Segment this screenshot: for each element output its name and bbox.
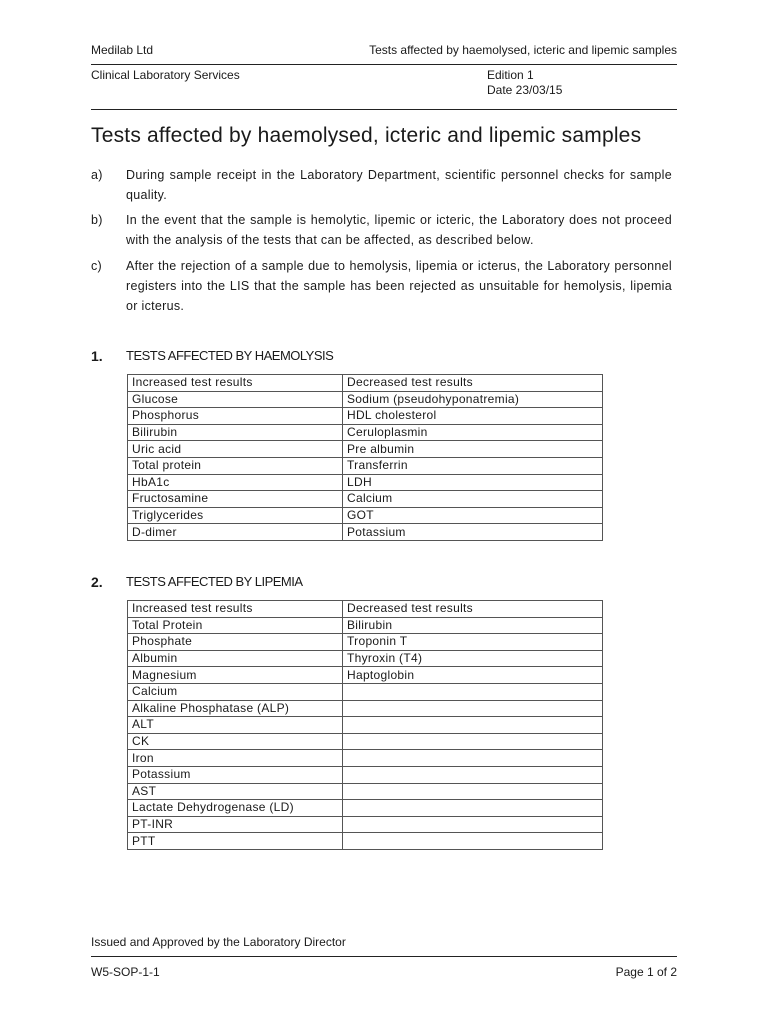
table-row <box>128 683 603 700</box>
table-row <box>128 816 603 833</box>
table-row <box>128 634 603 651</box>
table-row <box>128 474 603 491</box>
paragraph-b <box>91 210 672 250</box>
table-cell: Iron <box>128 750 343 767</box>
edition-label: Edition 1 <box>487 68 534 82</box>
table-cell <box>343 800 603 817</box>
table-cell: Glucose <box>128 391 343 408</box>
table-cell: Magnesium <box>128 667 343 684</box>
table-cell <box>343 733 603 750</box>
table-cell: Troponin T <box>343 634 603 651</box>
table-cell: Ceruloplasmin <box>343 424 603 441</box>
page-subheader <box>91 67 677 110</box>
table-cell: Thyroxin (T4) <box>343 650 603 667</box>
table-cell: LDH <box>343 474 603 491</box>
table-header-row <box>128 375 603 392</box>
table-row <box>128 617 603 634</box>
table-cell: Transferrin <box>343 457 603 474</box>
table-cell: HbA1c <box>128 474 343 491</box>
section-name: TESTS AFFECTED BY HAEMOLYSIS <box>126 348 334 363</box>
paragraph-text: In the event that the sample is hemolytic, lipemic or icteric, the Laboratory does not proceed with the analysis of the tests that can be affected, as described below. <box>126 213 672 247</box>
table-cell <box>343 766 603 783</box>
table-cell: Albumin <box>128 650 343 667</box>
table-row <box>128 391 603 408</box>
table-cell: Increased test results <box>128 601 343 618</box>
table-row <box>128 700 603 717</box>
table-row <box>128 717 603 734</box>
table-row <box>128 408 603 425</box>
table-cell: Sodium (pseudohyponatremia) <box>343 391 603 408</box>
table-cell <box>343 833 603 850</box>
table-row <box>128 507 603 524</box>
page-header <box>91 42 677 65</box>
table-row <box>128 783 603 800</box>
paragraph-text: During sample receipt in the Laboratory Department, scientific personnel checks for sample quality. <box>126 168 672 202</box>
table-cell <box>343 816 603 833</box>
table-cell: Potassium <box>343 524 603 541</box>
table-row <box>128 667 603 684</box>
table-cell: Bilirubin <box>343 617 603 634</box>
table-cell: D-dimer <box>128 524 343 541</box>
table-cell: AST <box>128 783 343 800</box>
table-cell: Pre albumin <box>343 441 603 458</box>
table-cell: Calcium <box>128 683 343 700</box>
table-cell: Phosphate <box>128 634 343 651</box>
table-cell: Total Protein <box>128 617 343 634</box>
approval-note: Issued and Approved by the Laboratory Director <box>91 935 346 949</box>
paragraph-text: After the rejection of a sample due to hemolysis, lipemia or icterus, the Laboratory personnel registers into the LIS that the sample has been rejected as unsuitable for hemolysis, lipemia or icterus. <box>126 259 672 313</box>
table-cell: Fructosamine <box>128 491 343 508</box>
section-name: TESTS AFFECTED BY LIPEMIA <box>126 574 303 589</box>
header-doc-title: Tests affected by haemolysed, icteric and lipemic samples <box>369 43 677 57</box>
paragraph-a <box>91 165 672 205</box>
section-number: 1. <box>91 348 103 364</box>
table-cell: Triglycerides <box>128 507 343 524</box>
table-cell: ALT <box>128 717 343 734</box>
table-cell: Alkaline Phosphatase (ALP) <box>128 700 343 717</box>
page-title: Tests affected by haemolysed, icteric and lipemic samples <box>91 124 642 147</box>
table-row <box>128 441 603 458</box>
company-name: Medilab Ltd <box>91 43 154 57</box>
table-header-row <box>128 601 603 618</box>
table-cell: Bilirubin <box>128 424 343 441</box>
table-cell <box>343 700 603 717</box>
table-cell: Potassium <box>128 766 343 783</box>
paragraph-label: b) <box>91 213 103 227</box>
table-row <box>128 833 603 850</box>
table-row <box>128 733 603 750</box>
table-cell: Lactate Dehydrogenase (LD) <box>128 800 343 817</box>
department-name: Clinical Laboratory Services <box>91 68 240 82</box>
table-cell <box>343 750 603 767</box>
table-cell: Haptoglobin <box>343 667 603 684</box>
table-cell <box>343 717 603 734</box>
table-row <box>128 750 603 767</box>
table-cell: Decreased test results <box>343 601 603 618</box>
table-row <box>128 766 603 783</box>
table-cell: Phosphorus <box>128 408 343 425</box>
document-code: W5-SOP-1-1 <box>91 965 160 979</box>
paragraph-label: c) <box>91 259 103 273</box>
table-cell: Total protein <box>128 457 343 474</box>
table-cell: Decreased test results <box>343 375 603 392</box>
table-cell: Increased test results <box>128 375 343 392</box>
date-label: Date 23/03/15 <box>487 83 563 97</box>
paragraph-label: a) <box>91 168 103 182</box>
table-row <box>128 457 603 474</box>
table-cell <box>343 683 603 700</box>
table-cell: PT-INR <box>128 816 343 833</box>
haemolysis-table <box>127 374 603 541</box>
paragraph-c <box>91 256 672 316</box>
page-footer <box>91 956 677 987</box>
lipemia-table <box>127 600 603 850</box>
table-row <box>128 524 603 541</box>
table-cell: Calcium <box>343 491 603 508</box>
table-row <box>128 650 603 667</box>
table-row <box>128 424 603 441</box>
table-cell: CK <box>128 733 343 750</box>
table-cell: Uric acid <box>128 441 343 458</box>
table-cell: PTT <box>128 833 343 850</box>
table-row <box>128 800 603 817</box>
section-number: 2. <box>91 574 103 590</box>
table-cell: GOT <box>343 507 603 524</box>
table-cell <box>343 783 603 800</box>
table-cell: HDL cholesterol <box>343 408 603 425</box>
table-row <box>128 491 603 508</box>
page-number: Page 1 of 2 <box>615 965 677 979</box>
